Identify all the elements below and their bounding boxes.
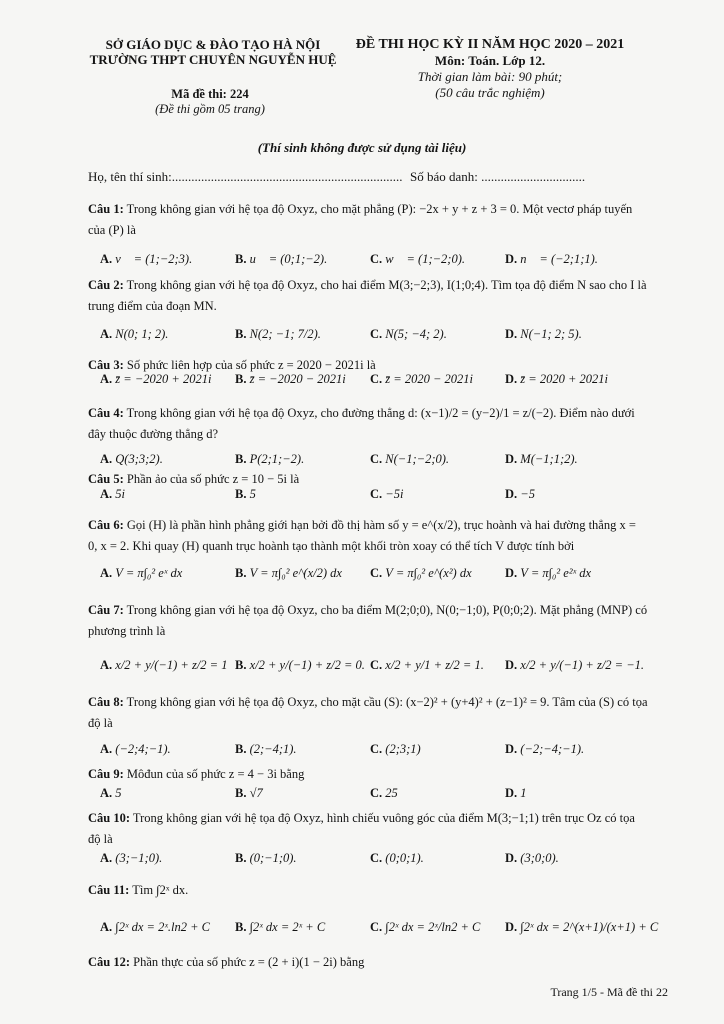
- option-key: D.: [505, 851, 521, 865]
- option-key: B.: [235, 742, 250, 756]
- option-key: C.: [370, 566, 386, 580]
- option-a: [100, 566, 182, 581]
- option-b: [235, 566, 342, 581]
- option-value: z̄ = 2020 − 2021i: [385, 372, 473, 386]
- option-key: A.: [100, 452, 116, 466]
- option-d: [505, 566, 591, 581]
- option-key: C.: [370, 786, 386, 800]
- option-c: [370, 487, 403, 502]
- option-b: [235, 742, 297, 757]
- option-key: A.: [100, 920, 116, 934]
- option-value: V = π∫₀² e^(x²) dx: [385, 566, 472, 580]
- option-key: B.: [235, 851, 250, 865]
- option-value: N(5; −4; 2).: [385, 327, 447, 341]
- option-key: A.: [100, 372, 116, 386]
- option-b: [235, 851, 297, 866]
- question-label: Câu 9:: [88, 767, 124, 781]
- option-key: B.: [235, 252, 250, 266]
- option-key: B.: [235, 452, 250, 466]
- option-a: [100, 742, 171, 757]
- option-d: [505, 372, 608, 387]
- option-value: x/2 + y/(−1) + z/2 = 1: [115, 658, 228, 672]
- option-key: C.: [370, 452, 386, 466]
- option-key: C.: [370, 920, 386, 934]
- option-value: ∫2ˣ dx = 2ˣ/ln2 + C: [385, 920, 481, 934]
- option-value: w⃗ = (1;−2;0).: [385, 252, 465, 266]
- answer-options: [100, 658, 645, 680]
- option-key: D.: [505, 742, 521, 756]
- option-value: N(0; 1; 2).: [115, 327, 169, 341]
- option-key: C.: [370, 252, 386, 266]
- exam-code: Mã đề thi: 224: [171, 87, 249, 101]
- option-key: C.: [370, 327, 386, 341]
- option-value: 25: [385, 786, 398, 800]
- option-b: [235, 372, 346, 387]
- answer-options: [100, 920, 659, 942]
- option-key: B.: [235, 327, 250, 341]
- option-value: u⃗ = (0;1;−2).: [249, 252, 328, 266]
- option-value: x/2 + y/1 + z/2 = 1.: [385, 658, 484, 672]
- question-text: Phần thực của số phức z = (2 + i)(1 − 2i) bằng: [130, 955, 365, 969]
- question-count-line: (50 câu trắc nghiệm): [435, 85, 545, 100]
- question-text: Gọi (H) là phần hình phẳng giới hạn bởi đồ thị hàm số y = e^(x/2), trục hoành và hai đường thẳng x = 0, x = 2. Khi quay (H) quanh trục hoành tạo thành một khối tròn xoay có thể tích V được tính bởi: [88, 518, 636, 553]
- question-1: [88, 199, 648, 241]
- option-key: A.: [100, 252, 116, 266]
- option-key: B.: [235, 487, 250, 501]
- option-a: [100, 658, 227, 673]
- answer-options: [100, 372, 640, 394]
- question-2: [88, 275, 648, 317]
- option-key: D.: [505, 372, 521, 386]
- option-d: [505, 487, 535, 502]
- option-value: P(2;1;−2).: [249, 452, 305, 466]
- option-value: x/2 + y/(−1) + z/2 = 0.: [249, 658, 365, 672]
- question-label: Câu 2:: [88, 278, 124, 292]
- option-value: 1: [520, 786, 527, 800]
- option-value: −5i: [385, 487, 404, 501]
- option-value: (−2;−4;−1).: [520, 742, 585, 756]
- option-value: V = π∫₀² e²ˣ dx: [520, 566, 592, 580]
- option-value: √7: [249, 786, 263, 800]
- question-text: Trong không gian với hệ tọa độ Oxyz, cho mặt phẳng (P): −2x + y + z + 3 = 0. Một vectơ pháp tuyến của (P) là: [88, 202, 633, 237]
- page-footer: Trang 1/5 - Mã đề thi 22: [550, 985, 668, 999]
- question-label: Câu 12:: [88, 955, 131, 969]
- option-b: [235, 786, 263, 801]
- question-8: [88, 692, 648, 734]
- duration-line: Thời gian làm bài: 90 phút;: [417, 69, 563, 84]
- option-d: [505, 327, 582, 342]
- question-label: Câu 11:: [88, 883, 130, 897]
- option-key: D.: [505, 920, 521, 934]
- option-c: [370, 452, 449, 467]
- option-value: n⃗ = (−2;1;1).: [520, 252, 598, 266]
- option-value: (2;3;1): [385, 742, 421, 756]
- question-text: Môđun của số phức z = 4 − 3i bằng: [123, 767, 305, 781]
- option-value: v⃗ = (1;−2;3).: [115, 252, 193, 266]
- option-a: [100, 327, 168, 342]
- answer-options: [100, 786, 640, 808]
- option-key: D.: [505, 786, 521, 800]
- option-d: [505, 851, 559, 866]
- department-name: SỞ GIÁO DỤC & ĐÀO TẠO HÀ NỘI: [105, 37, 321, 52]
- option-value: z̄ = −2020 + 2021i: [115, 372, 212, 386]
- question-text: Trong không gian với hệ tọa độ Oxyz, cho ba điểm M(2;0;0), N(0;−1;0), P(0;0;2). Mặt phẳng (MNP) có phương trình là: [88, 603, 648, 638]
- option-value: (2;−4;1).: [249, 742, 297, 756]
- option-value: M(−1;1;2).: [520, 452, 578, 466]
- option-b: [235, 658, 365, 673]
- option-key: B.: [235, 372, 250, 386]
- question-text: Phần ảo của số phức z = 10 − 5i là: [123, 472, 300, 486]
- option-b: [235, 252, 327, 267]
- answer-options: [100, 487, 640, 509]
- answer-options: [100, 851, 640, 873]
- question-text: Số phức liên hợp của số phức z = 2020 − 2021i là: [123, 358, 376, 372]
- option-key: A.: [100, 327, 116, 341]
- question-label: Câu 3:: [88, 358, 124, 372]
- notice: (Thí sinh không được sử dụng tài liệu): [257, 140, 467, 155]
- option-c: [370, 786, 398, 801]
- question-text: Trong không gian với hệ tọa độ Oxyz, cho hai điểm M(3;−2;3), I(1;0;4). Tìm tọa độ điểm N sao cho I là trung điểm của đoạn MN.: [88, 278, 647, 313]
- option-value: Q(3;3;2).: [115, 452, 163, 466]
- answer-options: [100, 742, 640, 764]
- option-key: A.: [100, 487, 116, 501]
- option-key: D.: [505, 487, 521, 501]
- option-c: [370, 327, 447, 342]
- option-d: [505, 658, 644, 673]
- option-b: [235, 920, 325, 935]
- option-key: A.: [100, 566, 116, 580]
- option-value: N(−1; 2; 5).: [520, 327, 582, 341]
- option-a: [100, 851, 162, 866]
- answer-options: [100, 566, 640, 588]
- option-c: [370, 566, 472, 581]
- exam-title: ĐỀ THI HỌC KỲ II NĂM HỌC 2020 – 2021: [355, 37, 625, 52]
- question-label: Câu 6:: [88, 518, 124, 532]
- option-c: [370, 920, 480, 935]
- option-value: 5: [249, 487, 256, 501]
- option-value: (3;−1;0).: [115, 851, 163, 865]
- option-d: [505, 252, 598, 267]
- option-value: (0;0;1).: [385, 851, 424, 865]
- question-label: Câu 5:: [88, 472, 124, 486]
- option-c: [370, 372, 473, 387]
- option-value: 5i: [115, 487, 126, 501]
- option-b: [235, 327, 321, 342]
- option-a: [100, 920, 210, 935]
- question-label: Câu 4:: [88, 406, 124, 420]
- option-value: ∫2ˣ dx = 2^(x+1)/(x+1) + C: [520, 920, 659, 934]
- option-value: z̄ = 2020 + 2021i: [520, 372, 608, 386]
- candidate-name-field: Họ, tên thí sinh:.......................................................................: [88, 169, 403, 184]
- option-key: B.: [235, 920, 250, 934]
- option-key: C.: [370, 742, 386, 756]
- option-value: ∫2ˣ dx = 2ˣ + C: [249, 920, 326, 934]
- option-c: [370, 658, 484, 673]
- candidate-id-field: Số báo danh: ................................: [410, 169, 586, 184]
- question-label: Câu 7:: [88, 603, 124, 617]
- option-a: [100, 487, 125, 502]
- page-count: (Đề thi gồm 05 trang): [155, 102, 265, 116]
- option-b: [235, 452, 304, 467]
- option-value: z̄ = −2020 − 2021i: [249, 372, 346, 386]
- question-label: Câu 8:: [88, 695, 124, 709]
- answer-options: [100, 252, 640, 274]
- option-a: [100, 252, 192, 267]
- subject-line: Môn: Toán. Lớp 12.: [434, 53, 546, 68]
- option-key: A.: [100, 742, 116, 756]
- question-label: Câu 10:: [88, 811, 131, 825]
- option-c: [370, 851, 424, 866]
- option-d: [505, 742, 584, 757]
- header-left: [88, 37, 338, 67]
- option-key: D.: [505, 252, 521, 266]
- answer-options: [100, 327, 640, 349]
- option-key: D.: [505, 566, 521, 580]
- option-value: N(−1;−2;0).: [385, 452, 450, 466]
- option-key: C.: [370, 851, 386, 865]
- option-value: (−2;4;−1).: [115, 742, 171, 756]
- option-key: C.: [370, 487, 386, 501]
- option-b: [235, 487, 256, 502]
- option-key: D.: [505, 327, 521, 341]
- option-key: B.: [235, 658, 250, 672]
- option-value: (3;0;0).: [520, 851, 559, 865]
- option-d: [505, 786, 527, 801]
- question-6: [88, 515, 648, 557]
- option-key: C.: [370, 658, 386, 672]
- question-10: [88, 808, 648, 850]
- option-key: A.: [100, 851, 116, 865]
- option-value: x/2 + y/(−1) + z/2 = −1.: [520, 658, 645, 672]
- option-c: [370, 252, 465, 267]
- question-text: Trong không gian với hệ tọa độ Oxyz, cho đường thẳng d: (x−1)/2 = (y−2)/1 = z/(−2). Điểm nào dưới đây thuộc đường thẳng d?: [88, 406, 635, 441]
- option-value: 5: [115, 786, 122, 800]
- option-a: [100, 786, 122, 801]
- option-key: B.: [235, 786, 250, 800]
- option-value: V = π∫₀² e^(x/2) dx: [249, 566, 342, 580]
- option-key: D.: [505, 658, 521, 672]
- option-value: −5: [520, 487, 535, 501]
- question-4: [88, 403, 648, 445]
- exam-code-block: [110, 87, 310, 117]
- option-c: [370, 742, 421, 757]
- option-value: V = π∫₀² eˣ dx: [115, 566, 183, 580]
- option-key: D.: [505, 452, 521, 466]
- question-9: [88, 764, 648, 785]
- option-key: A.: [100, 658, 116, 672]
- option-a: [100, 452, 163, 467]
- option-value: ∫2ˣ dx = 2ˣ.ln2 + C: [115, 920, 210, 934]
- question-text: Trong không gian với hệ tọa độ Oxyz, hình chiếu vuông góc của điểm M(3;−1;1) trên trục Oz có tọa độ là: [88, 811, 635, 846]
- question-11: [88, 880, 648, 901]
- question-label: Câu 1:: [88, 202, 124, 216]
- option-key: A.: [100, 786, 116, 800]
- option-key: B.: [235, 566, 250, 580]
- option-key: C.: [370, 372, 386, 386]
- option-a: [100, 372, 211, 387]
- option-value: (0;−1;0).: [249, 851, 297, 865]
- school-name: TRƯỜNG THPT CHUYÊN NGUYỄN HUỆ: [89, 52, 337, 67]
- option-d: [505, 920, 658, 935]
- question-12: [88, 952, 648, 973]
- question-7: [88, 600, 648, 642]
- option-d: [505, 452, 578, 467]
- question-text: Trong không gian với hệ tọa độ Oxyz, cho mặt cầu (S): (x−2)² + (y+4)² + (z−1)² = 9. Tâm của (S) có tọa độ là: [88, 695, 648, 730]
- question-text: Tìm ∫2ˣ dx.: [129, 883, 189, 897]
- option-value: N(2; −1; 7/2).: [249, 327, 321, 341]
- header-right: [340, 37, 640, 101]
